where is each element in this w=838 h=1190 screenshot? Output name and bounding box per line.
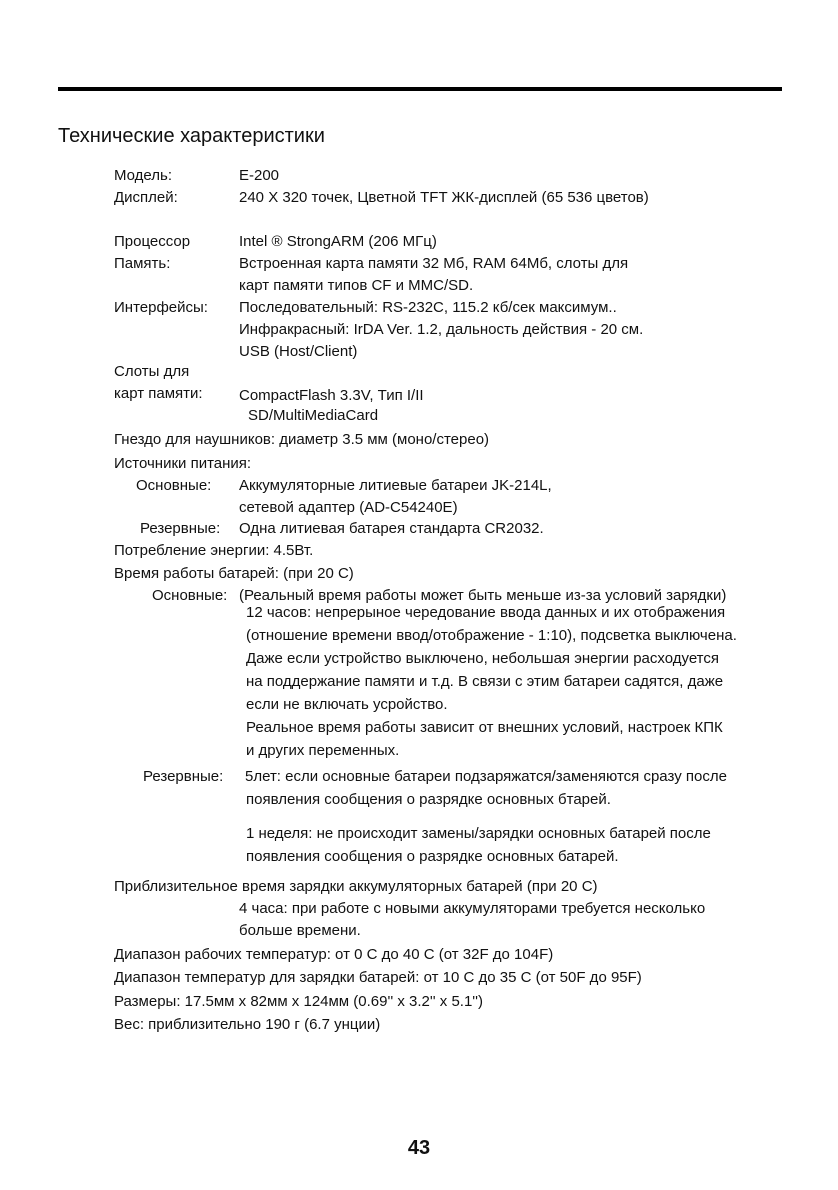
page-number: 43 <box>407 1137 431 1159</box>
life-main-line: 12 часов: непрерыное чередование ввода данных и их отображения <box>246 604 726 621</box>
interfaces-line: Последовательный: RS-232C, 115.2 кб/сек максимум.. <box>239 299 617 316</box>
life-backup-line: появления сообщения о разрядке основных батарей. <box>246 848 619 865</box>
interfaces-line: Инфракрасный: IrDA Ver. 1.2, дальность действия - 20 см. <box>239 321 644 338</box>
dimensions: Размеры: 17.5мм x 82мм x 124мм (0.69'' x 3.2'' x 5.1'') <box>114 993 484 1010</box>
power-backup-value: Одна литиевая батарея стандарта CR2032. <box>239 520 544 537</box>
memory-line: карт памяти типов CF и MMC/SD. <box>239 277 474 294</box>
weight: Вес: приблизительно 190 г (6.7 унции) <box>114 1016 381 1033</box>
slots-label: Слоты для <box>114 363 190 380</box>
model-label: Модель: <box>114 167 173 184</box>
life-main-line: Даже если устройство выключено, небольшая энергии расходуется <box>246 650 719 667</box>
power-consumption: Потребление энергии: 4.5Вт. <box>114 542 314 559</box>
cpu-label: Процессор <box>114 233 191 250</box>
memory-line: Встроенная карта памяти 32 Мб, RAM 64Мб, слоты для <box>239 255 629 272</box>
memory-label: Память: <box>114 255 171 272</box>
life-backup-line: 5лет: если основные батареи подзаряжатся/заменяются сразу после <box>245 768 727 785</box>
slots-label: карт памяти: <box>114 385 203 402</box>
life-main-line: и других переменных. <box>246 742 400 759</box>
display-value: 240 X 320 точек, Цветной TFT ЖК-дисплей (65 536 цветов) <box>239 189 649 206</box>
power-main-line: сетевой адаптер (AD-C54240E) <box>239 499 458 516</box>
page-title: Технические характеристики <box>58 125 325 147</box>
life-main-note: (Реальный время работы может быть меньше из-за условий зарядки) <box>239 587 727 604</box>
life-main-line: Реальное время работы зависит от внешних условий, настроек КПК <box>246 719 723 736</box>
model-value: E-200 <box>239 167 280 184</box>
operating-temperature: Диапазон рабочих температур: от 0 С до 40 С (от 32F до 104F) <box>114 946 554 963</box>
charge-heading: Приблизительное время зарядки аккумуляторных батарей (при 20 С) <box>114 878 598 895</box>
life-main-line: если не включать усройство. <box>246 696 448 713</box>
cpu-value: Intel ® StrongARM (206 МГц) <box>239 233 437 250</box>
life-main-line: на поддержание памяти и т.д. В связи с этим батареи садятся, даже <box>246 673 724 690</box>
charging-temperature: Диапазон температур для зарядки батарей: от 10 С до 35 С (от 50F до 95F) <box>114 969 642 986</box>
slots-line: SD/MultiMediaCard <box>248 407 379 424</box>
power-main-label: Основные: <box>136 477 212 494</box>
life-backup-label: Резервные: <box>143 768 224 785</box>
header-rule <box>58 87 782 91</box>
battery-life-heading: Время работы батарей: (при 20 С) <box>114 565 354 582</box>
interfaces-label: Интерфейсы: <box>114 299 208 316</box>
charge-line: 4 часа: при работе с новыми аккумуляторами требуется несколько <box>239 900 706 917</box>
life-main-line: (отношение времени ввод/отображение - 1:10), подсветка выключена. <box>246 627 737 644</box>
display-label: Дисплей: <box>114 189 178 206</box>
headphone-spec: Гнездо для наушников: диаметр 3.5 мм (моно/стерео) <box>114 431 490 448</box>
life-backup-line: появления сообщения о разрядке основных бтарей. <box>246 791 611 808</box>
charge-line: больше времени. <box>239 922 361 939</box>
power-heading: Источники питания: <box>114 455 252 472</box>
life-backup-line: 1 неделя: не происходит замены/зарядки основных батарей после <box>246 825 711 842</box>
slots-line: CompactFlash 3.3V, Тип I/II <box>239 387 424 404</box>
interfaces-line: USB (Host/Client) <box>239 343 358 360</box>
power-backup-label: Резервные: <box>140 520 221 537</box>
life-main-label: Основные: <box>152 587 228 604</box>
power-main-line: Аккумуляторные литиевые батареи JK-214L, <box>239 477 552 494</box>
